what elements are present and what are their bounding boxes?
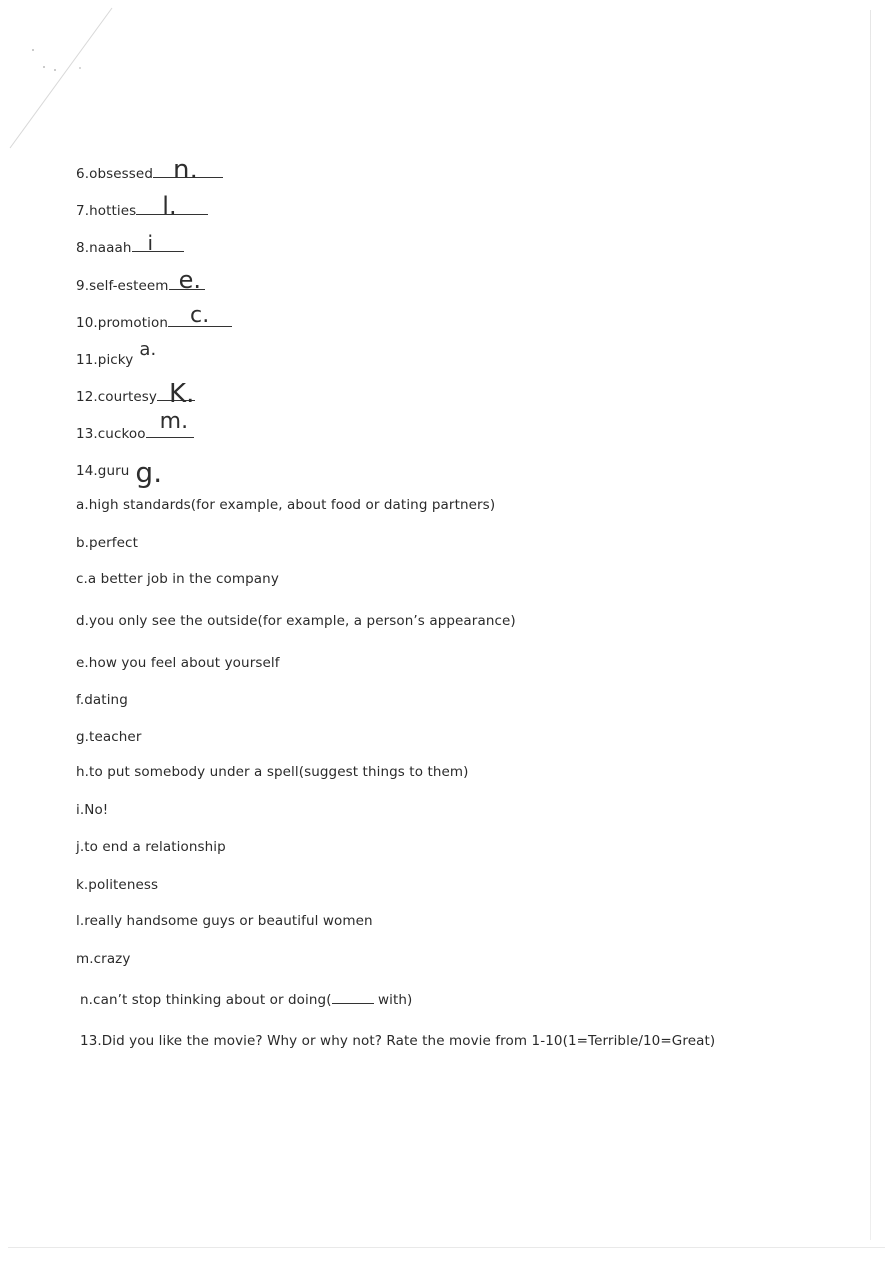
answer-blank[interactable] — [157, 379, 195, 409]
answer-blank[interactable] — [133, 339, 173, 364]
answer-blank[interactable] — [169, 266, 205, 294]
question-item — [76, 339, 173, 369]
question-text: 9.self-esteem — [76, 278, 169, 294]
question-text: 7.hotties — [76, 203, 137, 219]
definition-item: g.teacher — [76, 729, 142, 745]
handwritten-answer: c. — [190, 303, 210, 328]
definition-item: l.really handsome guys or beautiful women — [76, 913, 373, 929]
definition-text: with) — [373, 992, 413, 1008]
question-text: 6.obsessed — [76, 166, 153, 182]
handwritten-answer: m. — [159, 409, 189, 434]
answer-blank[interactable] — [136, 192, 208, 220]
question-item — [76, 266, 205, 295]
handwritten-answer: n. — [173, 155, 198, 185]
final-question: 13.Did you like the movie? Why or why not? Rate the movie from 1-10(1=Terrible/10=Great) — [80, 1033, 716, 1049]
definition-item: e.how you feel about yourself — [76, 655, 280, 671]
question-item — [76, 192, 208, 220]
question-text: 11.picky — [76, 352, 134, 368]
folded-corner-mark — [0, 0, 120, 150]
question-text: 8.naaah — [76, 240, 132, 256]
answer-blank[interactable] — [168, 303, 232, 328]
question-text: 12.courtesy — [76, 389, 157, 405]
definition-item: f.dating — [76, 692, 128, 708]
question-item — [76, 231, 184, 257]
answer-blank[interactable] — [132, 231, 184, 255]
answer-blank[interactable] — [129, 456, 163, 489]
question-item — [76, 409, 194, 443]
definition-item: i.No! — [76, 802, 109, 818]
scan-edge-right — [870, 10, 871, 1240]
definition-item: b.perfect — [76, 535, 138, 551]
definition-item: k.politeness — [76, 877, 159, 893]
definition-item: h.to put somebody under a spell(suggest things to them) — [76, 764, 469, 780]
handwritten-answer: K. — [168, 379, 195, 409]
question-item — [76, 155, 223, 185]
answer-blank[interactable] — [146, 409, 194, 438]
handwritten-answer: l. — [162, 192, 177, 220]
definition-item: j.to end a relationship — [76, 839, 226, 855]
definition-item: a.high standards(for example, about food or dating partners) — [76, 497, 496, 513]
definition-item: d.you only see the outside(for example, a person’s appearance) — [76, 613, 516, 629]
definition-item: c.a better job in the company — [76, 571, 279, 587]
handwritten-answer: a. — [139, 339, 157, 360]
answer-blank[interactable] — [153, 155, 223, 185]
scan-edge-bottom — [8, 1247, 885, 1248]
definition-item: m.crazy — [76, 951, 131, 967]
definition-text: n.can’t stop thinking about or doing( — [80, 992, 332, 1008]
question-item — [76, 456, 163, 489]
definition-item — [80, 991, 412, 1009]
fill-blank[interactable] — [332, 991, 374, 1004]
question-text: 14.guru — [76, 463, 130, 479]
handwritten-answer: e. — [178, 266, 202, 294]
question-item — [76, 379, 195, 409]
handwritten-answer: i — [147, 231, 154, 255]
question-item — [76, 303, 232, 332]
handwritten-answer: g. — [135, 456, 163, 489]
question-text: 10.promotion — [76, 315, 169, 331]
question-text: 13.cuckoo — [76, 426, 146, 442]
